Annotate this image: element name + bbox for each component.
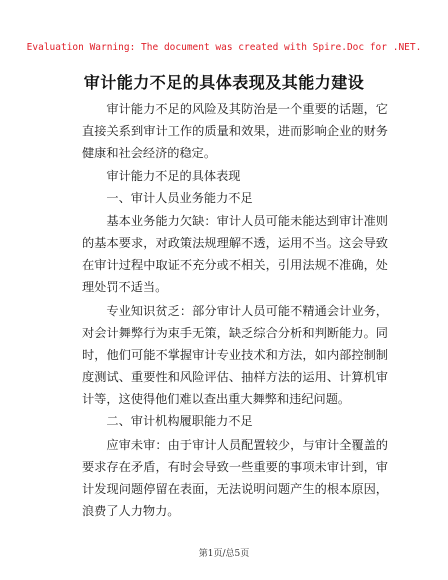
page-number-footer: 第1页/总5页 <box>198 549 250 559</box>
paragraph-professional-knowledge: 专业知识贫乏：部分审计人员可能不精通会计业务，对会计舞弊行为束手无策，缺乏综合分析和判断能力。同时，他们可能不掌握审计专业技术和方法，如内部控制制度测试、重要性和风险评估、抽样方法的运用、计算机审计等，这使得他们难以查出重大舞弊和违纪问题。 <box>82 304 388 406</box>
subheading-staff-ability: 一、审计人员业务能力不足 <box>106 191 253 205</box>
paragraph-unaudited-block <box>82 434 388 522</box>
paragraph-unaudited: 应审未审：由于审计人员配置较少，与审计全覆盖的要求存在矛盾，有时会导致一些重要的事项未审计到，审计发现问题停留在表面，无法说明问题产生的根本原因，浪费了人力物力。 <box>82 438 388 518</box>
subheading-1-block <box>82 187 388 209</box>
paragraph-basic-skills: 基本业务能力欠缺：审计人员可能未能达到审计准则的基本要求，对政策法规理解不透，运用不当。这会导致在审计过程中取证不充分或不相关，引用法规不准确，处理处罚不适当。 <box>82 214 388 294</box>
document-title: 审计能力不足的具体表现及其能力建设 <box>83 73 365 92</box>
evaluation-warning: Evaluation Warning: The document was created with Spire.Doc for .NET. <box>26 42 422 53</box>
intro-paragraph-block <box>82 98 388 164</box>
paragraph-basic-skills-block <box>82 210 388 298</box>
section-heading: 审计能力不足的具体表现 <box>106 169 241 183</box>
subheading-agency-ability: 二、审计机构履职能力不足 <box>106 414 253 428</box>
intro-paragraph: 审计能力不足的风险及其防治是一个重要的话题，它直接关系到审计工作的质量和效果，进而影响企业的财务健康和社会经济的稳定。 <box>82 102 388 160</box>
section-heading-block <box>82 165 388 187</box>
paragraph-professional-knowledge-block <box>82 300 388 410</box>
subheading-2-block <box>82 410 388 432</box>
